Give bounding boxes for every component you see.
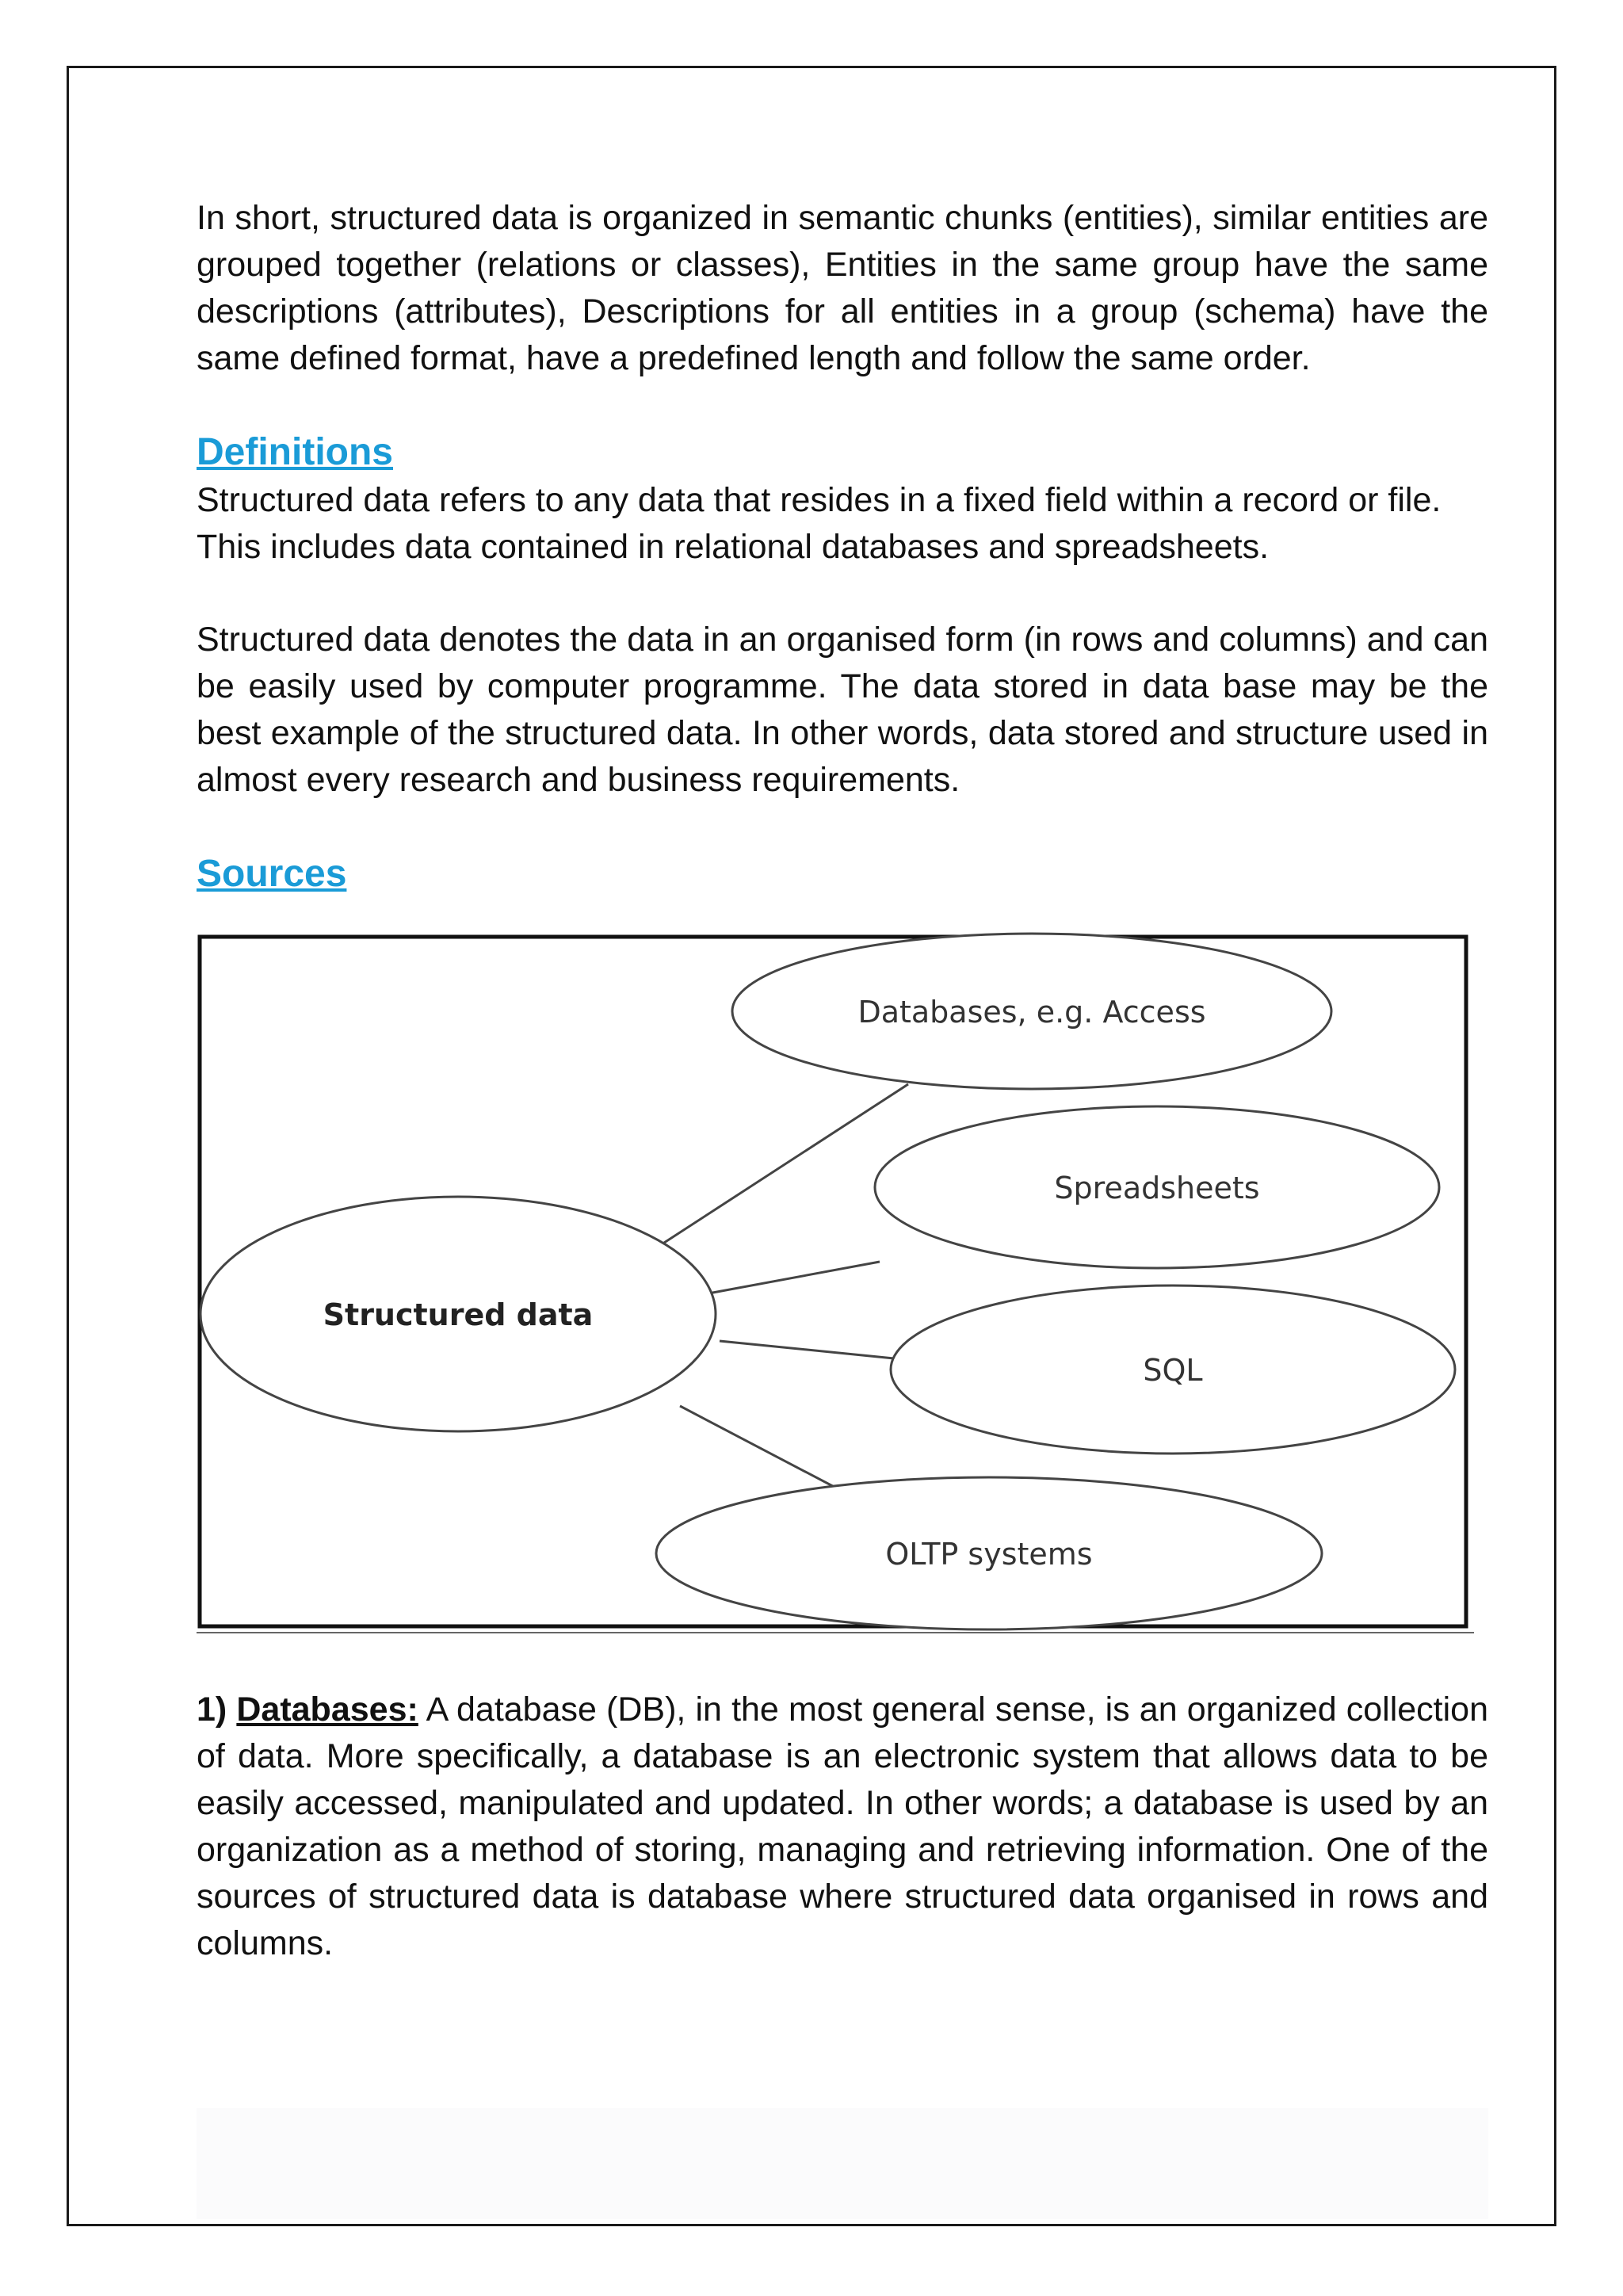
- document-body: [197, 195, 1488, 1967]
- definition-paragraph-2: Structured data denotes the data in an organised form (in rows and columns) and can be easily used by computer programme. The data stored in data base may be the best example of the structured data. In other words, data stored and structure used in almost every research and business requirements.: [197, 621, 1488, 799]
- intro-paragraph: In short, structured data is organized in semantic chunks (entities), similar entities are grouped together (relations or classes), Entities in the same group have the same descriptions (attributes), Descriptions for all entities in a group (schema) have the same defined format, have a predefined length and follow the same order.: [197, 199, 1488, 377]
- definition-line-1: Structured data refers to any data that resides in a fixed field within a record or file.: [197, 481, 1442, 519]
- spreadsheets-node-label: Spreadsheets: [1054, 1171, 1260, 1205]
- sql-node-label: SQL: [1143, 1353, 1203, 1388]
- databases-number: 1): [197, 1690, 227, 1729]
- definition-line-2: This includes data contained in relational databases and spreadsheets.: [197, 528, 1270, 566]
- sources-heading: Sources: [197, 853, 347, 895]
- definitions-heading: Definitions: [197, 431, 393, 473]
- databases-text: A database (DB), in the most general sense, is an organized collection of data. More specifically, a database is an electronic system that allows data to be easily accessed, manipulated and updated. In other words; a database is used by an organization as a method of storing, managing and retrieving information. One of the sources of structured data is database where structured data organised in rows and columns.: [197, 1690, 1488, 1962]
- databases-paragraph: [197, 1687, 1488, 1967]
- databases-label: Databases:: [236, 1690, 418, 1729]
- oltp-node-label: OLTP systems: [885, 1537, 1093, 1572]
- sources-diagram-svg: [197, 929, 1480, 1642]
- faded-background-strip: [197, 2108, 1488, 2219]
- sources-diagram: [197, 929, 1480, 1642]
- databases-node-label: Databases, e.g. Access: [857, 995, 1206, 1030]
- structured-data-label: Structured data: [323, 1297, 594, 1332]
